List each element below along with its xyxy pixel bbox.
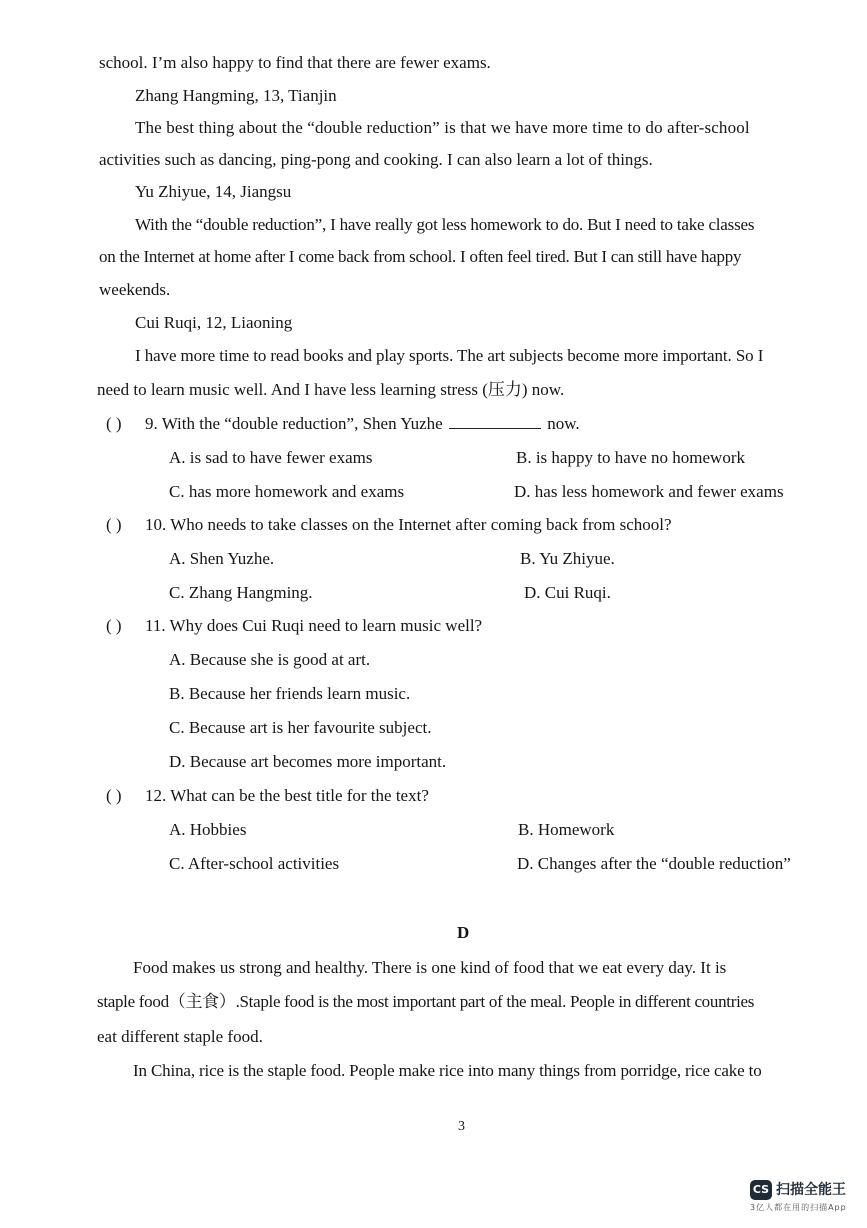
answer-bracket[interactable]: ( ) [106, 616, 122, 635]
option-a: A. Shen Yuzhe. [169, 549, 275, 568]
question-10-stem: 10. Who needs to take classes on the Internet after coming back from school? [145, 515, 672, 534]
scanner-watermark [750, 1180, 860, 1220]
option-d: D. has less homework and fewer exams [514, 482, 784, 501]
option-a: A. is sad to have fewer exams [169, 448, 373, 467]
option-b: B. Homework [518, 820, 615, 839]
option-b: B. is happy to have no homework [516, 448, 745, 467]
passage-line: school. I’m also happy to find that there are fewer exams. [99, 53, 491, 72]
passage-line: The best thing about the “double reduction” is that we have more time to do after-school [135, 118, 750, 137]
option-d: D. Changes after the “double reduction” [517, 854, 791, 873]
passage-line: activities such as dancing, ping-pong and cooking. I can also learn a lot of things. [99, 150, 653, 169]
answer-blank[interactable] [449, 413, 541, 429]
answer-bracket[interactable]: ( ) [106, 786, 122, 805]
answer-bracket[interactable]: ( ) [106, 414, 122, 433]
passage-line: eat different staple food. [97, 1027, 263, 1046]
option-c: C. has more homework and exams [169, 482, 405, 501]
student-name: Yu Zhiyue, 14, Jiangsu [135, 182, 292, 201]
passage-line: need to learn music well. And I have less learning stress (压力) now. [97, 380, 565, 399]
section-heading: D [457, 923, 470, 942]
option-b: B. Because her friends learn music. [169, 684, 411, 703]
option-d: D. Cui Ruqi. [524, 583, 611, 602]
question-9-stem [145, 413, 580, 435]
passage-line: I have more time to read books and play sports. The art subjects become more important. So I [135, 346, 764, 365]
watermark-tagline: 3亿人都在用的扫描App [750, 1203, 847, 1212]
option-c: C. After-school activities [169, 854, 340, 873]
question-11-stem: 11. Why does Cui Ruqi need to learn music well? [145, 616, 483, 635]
answer-bracket[interactable]: ( ) [106, 515, 122, 534]
passage-line: weekends. [99, 280, 171, 299]
question-stem-text: 9. With the “double reduction”, Shen Yuzhe [145, 414, 443, 433]
passage-line: on the Internet at home after I come back from school. I often feel tired. But I can still have happy [99, 247, 742, 266]
option-c: C. Because art is her favourite subject. [169, 718, 432, 737]
passage-line: With the “double reduction”, I have really got less homework to do. But I need to take classes [135, 215, 755, 234]
option-b: B. Yu Zhiyue. [520, 549, 615, 568]
watermark-name: 扫描全能王 [776, 1182, 846, 1198]
option-a: A. Hobbies [169, 820, 247, 839]
page-number: 3 [458, 1119, 465, 1134]
passage-line: In China, rice is the staple food. People make rice into many things from porridge, rice cake to [133, 1061, 762, 1080]
student-name: Cui Ruqi, 12, Liaoning [135, 313, 293, 332]
question-12-stem: 12. What can be the best title for the text? [145, 786, 429, 805]
option-a: A. Because she is good at art. [169, 650, 371, 669]
passage-line: staple food（主食）.Staple food is the most important part of the meal. People in different countries [97, 992, 755, 1011]
option-c: C. Zhang Hangming. [169, 583, 313, 602]
option-d: D. Because art becomes more important. [169, 752, 447, 771]
camscanner-logo-icon: CS [750, 1180, 772, 1200]
question-stem-text: now. [547, 414, 580, 433]
passage-line: Food makes us strong and healthy. There is one kind of food that we eat every day. It is [133, 958, 727, 977]
student-name: Zhang Hangming, 13, Tianjin [135, 86, 337, 105]
